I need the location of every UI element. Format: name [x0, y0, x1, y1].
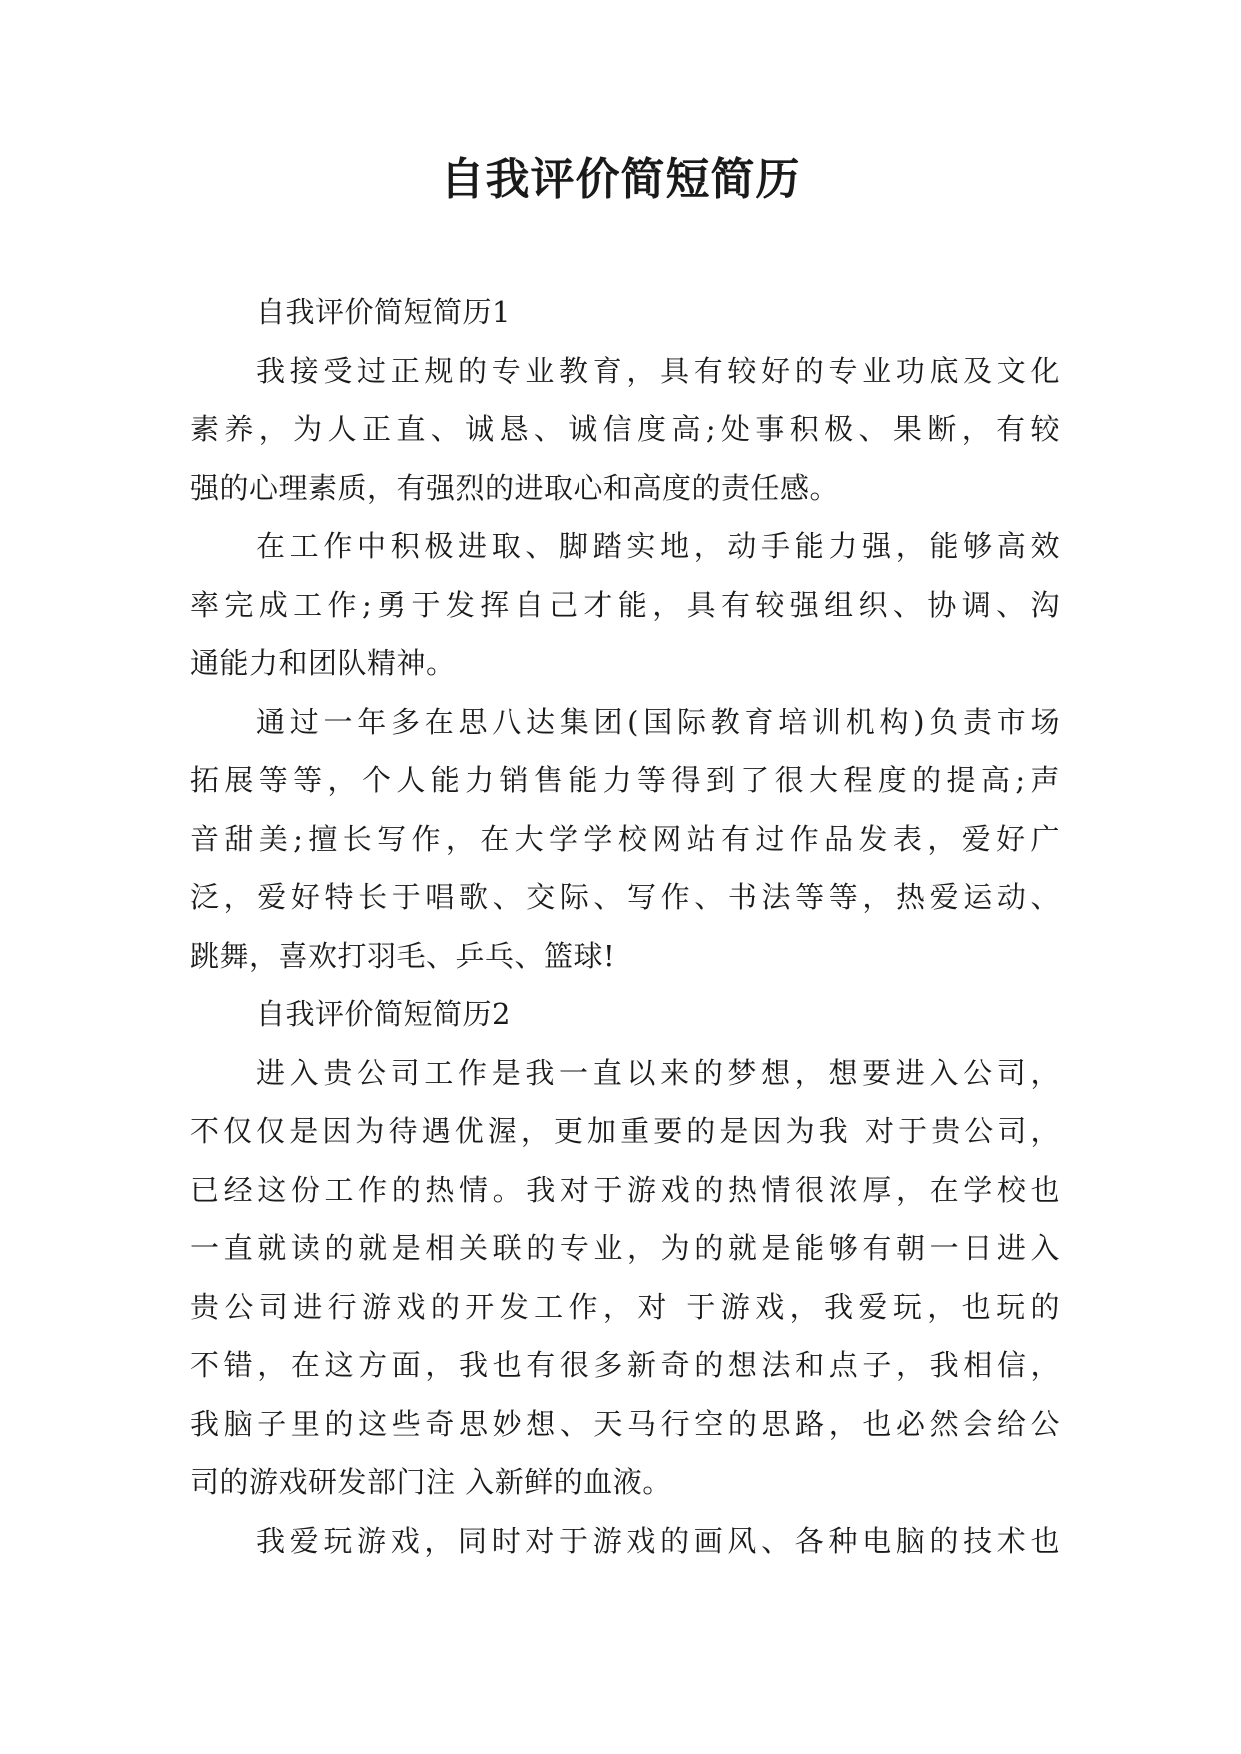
text-line: 一直就读的就是相关联的专业，为的就是能够有朝一日进入 — [190, 1231, 1060, 1265]
section-heading: 自我评价简短简历1 — [256, 295, 511, 329]
text-line: 我脑子里的这些奇思妙想、天马行空的思路，也必然会给公 — [190, 1406, 1060, 1441]
text-line: 进入贵公司工作是我一直以来的梦想，想要进入公司， — [256, 1055, 1060, 1090]
text-line: 音甜美;擅长写作，在大学学校网站有过作品发表，爱好广 — [190, 821, 1060, 856]
text-line: 率完成工作;勇于发挥自己才能，具有较强组织、协调、沟 — [190, 587, 1060, 622]
text-line: 拓展等等，个人能力销售能力等得到了很大程度的提高;声 — [190, 763, 1060, 797]
text-line: 不错，在这方面，我也有很多新奇的想法和点子，我相信， — [190, 1348, 1060, 1382]
text-line: 跳舞，喜欢打羽毛、乒乓、篮球! — [190, 938, 616, 973]
document-body — [190, 283, 1060, 1570]
text-line: 不仅仅是因为待遇优渥，更加重要的是因为我 对于贵公司， — [190, 1114, 1060, 1148]
text-line: 泛，爱好特长于唱歌、交际、写作、书法等等，热爱运动、 — [190, 880, 1060, 914]
page-title: 自我评价简短简历 — [440, 154, 801, 205]
text-line: 通过一年多在思八达集团(国际教育培训机构)负责市场 — [256, 704, 1060, 739]
text-line: 贵公司进行游戏的开发工作，对 于游戏，我爱玩，也玩的 — [190, 1289, 1060, 1324]
text-line: 在工作中积极进取、脚踏实地，动手能力强，能够高效 — [256, 529, 1060, 563]
text-line: 通能力和团队精神。 — [190, 646, 456, 680]
text-line: 我接受过正规的专业教育，具有较好的专业功底及文化 — [256, 353, 1060, 388]
section-heading: 自我评价简短简历2 — [256, 997, 511, 1031]
text-line: 我爱玩游戏，同时对于游戏的画风、各种电脑的技术也 — [256, 1523, 1060, 1558]
text-line: 强的心理素质，有强烈的进取心和高度的责任感。 — [190, 470, 840, 505]
text-line: 司的游戏研发部门注 入新鲜的血液。 — [190, 1465, 672, 1499]
text-line: 已经这份工作的热情。我对于游戏的热情很浓厚，在学校也 — [190, 1172, 1060, 1207]
text-line: 素养，为人正直、诚恳、诚信度高;处事积极、果断，有较 — [190, 412, 1060, 446]
